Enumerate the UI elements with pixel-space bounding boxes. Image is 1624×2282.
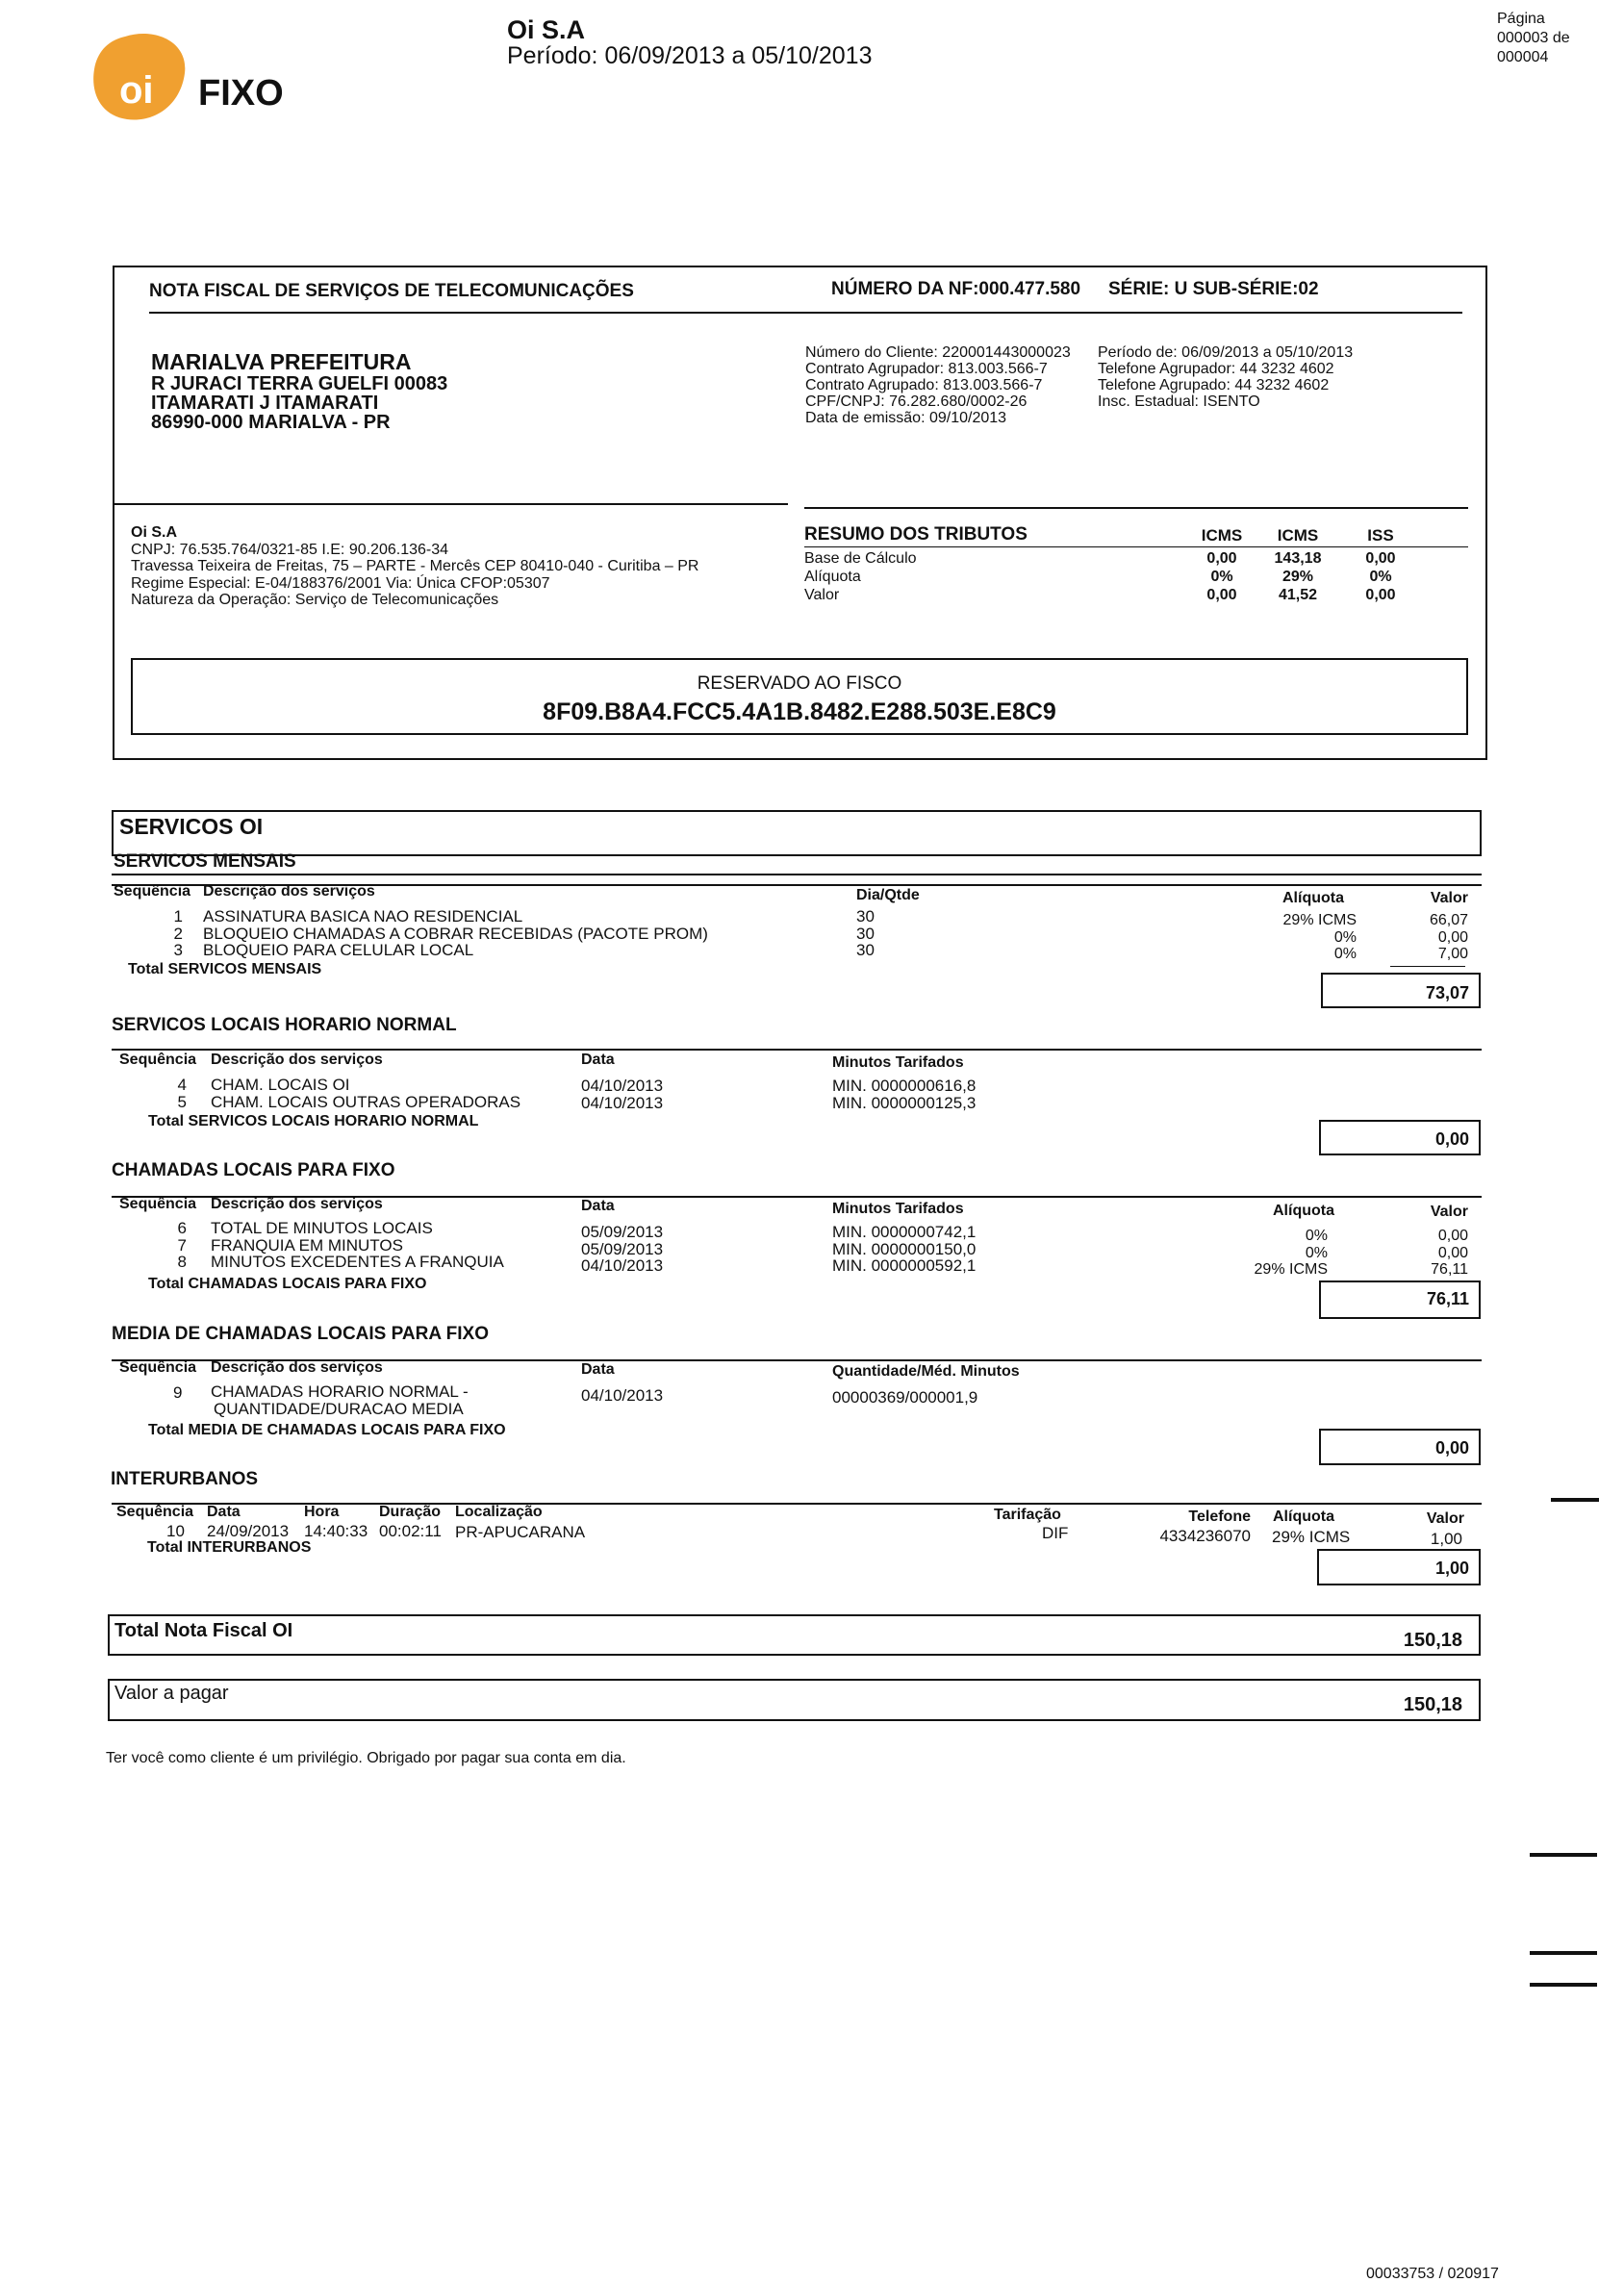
media-desc: CHAMADAS HORARIO NORMAL - QUANTIDADE/DURACAO MEDIA [211,1382,469,1418]
taxes-header-rule [804,546,1468,547]
mensais-total-label: Total SERVICOS MENSAIS [128,961,322,977]
fixo-aliq-col: 0% 0% 29% ICMS [1254,1228,1328,1278]
locais-desc-col: CHAM. LOCAIS OI CHAM. LOCAIS OUTRAS OPERADORAS [211,1076,521,1111]
fixo-valor-col: 0,00 0,00 76,11 [1431,1228,1468,1278]
inter-valor: 1,00 [1430,1530,1462,1548]
invoice-title-rule [149,312,1462,314]
media-seq: 9 [173,1383,183,1402]
mensais-desc-col: ASSINATURA BASICA NAO RESIDENCIAL BLOQUEIO CHAMADAS A COBRAR RECEBIDAS (PACOTE PROM) BLOQUEIO PARA CELULAR LOCAL [203,907,708,959]
inter-h-tel: Telefone [1188,1509,1251,1525]
mensais-valor-underline [1390,966,1465,967]
issuer-rule [113,503,788,505]
locais-h-desc: Descrição dos serviços [211,1052,383,1068]
page-label: Página 000003 de 000004 [1497,11,1570,65]
media-h-desc: Descrição dos serviços [211,1359,383,1376]
footer-message: Ter você como cliente é um privilégio. Obrigado por pagar sua conta em dia. [106,1750,626,1766]
tax-col-iss: ISS [1367,526,1394,545]
locais-seq-col: 4 5 [177,1076,187,1111]
valor-pagar-label: Valor a pagar [114,1683,229,1704]
media-total-box: 0,00 [1319,1429,1481,1465]
fisco-label: RESERVADO AO FISCO [697,673,902,694]
mensais-seq-col: 1 2 3 [173,907,183,959]
customer-block: MARIALVA PREFEITURA R JURACI TERRA GUELFI 00083 ITAMARATI J ITAMARATI 86990-000 MARIALVA - PR [151,349,448,433]
locais-h-min: Minutos Tarifados [832,1054,964,1071]
valor-pagar-value: 150,18 [1403,1694,1462,1715]
fixo-h-aliq: Alíquota [1273,1203,1334,1219]
inter-total-box: 1,00 [1317,1549,1481,1585]
tax-row-labels: Base de Cálculo Alíquota Valor [804,550,917,603]
section-media-title: MEDIA DE CHAMADAS LOCAIS PARA FIXO [112,1324,489,1344]
media-total-label: Total MEDIA DE CHAMADAS LOCAIS PARA FIXO [148,1422,506,1438]
media-data: 04/10/2013 [581,1386,664,1405]
inter-h-loc: Localização [455,1504,543,1520]
tax-col-icms-2: ICMS [1277,526,1319,545]
inter-aliq: 29% ICMS [1272,1528,1351,1546]
fisco-code: 8F09.B8A4.FCC5.4A1B.8482.E288.503E.E8C9 [543,698,1056,725]
inter-seq: 10 [166,1522,185,1540]
inter-data: 24/09/2013 [207,1522,290,1540]
section-mensais-title: SERVICOS MENSAIS [114,851,296,872]
mensais-h-aliq: Alíquota [1282,890,1344,906]
mensais-h-dia: Dia/Qtde [856,887,920,903]
fixo-seq-col: 6 7 8 [177,1219,187,1271]
footer-code: 00033753 / 020917 [1366,2266,1499,2282]
inter-h-valor: Valor [1426,1510,1464,1527]
invoice-series: SÉRIE: U SUB-SÉRIE:02 [1108,279,1319,299]
fixo-h-data: Data [581,1198,615,1214]
total-nf-box [108,1614,1481,1656]
inter-h-data: Data [207,1504,241,1520]
fixo-h-min: Minutos Tarifados [832,1201,964,1217]
brand-label: FIXO [198,73,284,114]
inter-loc: PR-APUCARANA [455,1523,586,1541]
inter-h-hora: Hora [304,1504,340,1520]
inter-tarif: DIF [1042,1524,1069,1542]
fixo-total-box: 76,11 [1319,1280,1481,1319]
inter-h-seq: Sequência [116,1504,194,1520]
margin-mark-3 [1530,1951,1597,1955]
section-fixo-title: CHAMADAS LOCAIS PARA FIXO [112,1160,395,1180]
margin-mark-4 [1530,1983,1597,1987]
tax-col1-values: 0,00 0% 0,00 [1206,550,1237,603]
tax-col3-values: 0,00 0% 0,00 [1365,550,1396,603]
customer-name: MARIALVA PREFEITURA [151,349,412,374]
locais-min-col: MIN. 0000000616,8 MIN. 0000000125,3 [832,1077,977,1112]
total-nf-value: 150,18 [1403,1630,1462,1651]
inter-tel: 4334236070 [1159,1527,1251,1545]
fixo-data-col: 05/09/2013 05/09/2013 04/10/2013 [581,1223,664,1275]
media-h-qtd: Quantidade/Méd. Minutos [832,1363,1020,1380]
customer-details-right: Período de: 06/09/2013 a 05/10/2013 Telefone Agrupador: 44 3232 4602 Telefone Agrupado: 44 3232 4602 Insc. Estadual: ISENTO [1098,344,1354,410]
fixo-h-seq: Sequência [119,1196,197,1212]
fixo-h-valor: Valor [1430,1204,1468,1220]
margin-mark-2 [1530,1853,1597,1857]
locais-data-col: 04/10/2013 04/10/2013 [581,1077,664,1112]
inter-h-aliq: Alíquota [1273,1509,1334,1525]
oi-logo [89,29,194,125]
total-nf-label: Total Nota Fiscal OI [114,1620,293,1641]
logo-text: oi [119,69,154,112]
tax-col2-values: 143,18 29% 41,52 [1274,550,1322,603]
section-inter-title: INTERURBANOS [111,1469,259,1489]
services-title-box [112,810,1482,856]
mensais-aliq-col: 29% ICMS 0% 0% [1282,912,1357,962]
invoice-number: NÚMERO DA NF:000.477.580 [831,279,1081,299]
invoice-title: NOTA FISCAL DE SERVIÇOS DE TELECOMUNICAÇÕES [149,281,634,301]
media-qtd: 00000369/000001,9 [832,1388,978,1407]
mensais-valor-col: 66,07 0,00 7,00 [1429,912,1468,962]
mensais-h-desc: Descrição dos serviços [203,883,375,900]
valor-pagar-box [108,1679,1481,1721]
issuer-block: Oi S.A CNPJ: 76.535.764/0321-85 I.E: 90.206.136-34 Travessa Teixeira de Freitas, 75 – PARTE - Mercês CEP 80410-040 - Curitiba – PR Regime Especial: E-04/188376/2001 Via: Única CFOP:05307 Natureza da Operação: Serviço de Telecomunicações [131,524,699,608]
taxes-rule [804,507,1468,509]
fixo-desc-col: TOTAL DE MINUTOS LOCAIS FRANQUIA EM MINUTOS MINUTOS EXCEDENTES A FRANQUIA [211,1219,504,1271]
locais-h-data: Data [581,1052,615,1068]
mensais-h-valor: Valor [1430,890,1468,906]
customer-details-left: Número do Cliente: 220001443000023 Contrato Agrupador: 813.003.566-7 Contrato Agrupado: 813.003.566-7 CPF/CNPJ: 76.282.680/0002-26 Data de emissão: 09/10/2013 [805,344,1071,426]
mensais-h-seq: Sequência [114,883,191,900]
section-locais-title: SERVICOS LOCAIS HORARIO NORMAL [112,1015,457,1035]
inter-hora: 14:40:33 [304,1522,368,1540]
locais-total-label: Total SERVICOS LOCAIS HORARIO NORMAL [148,1113,479,1129]
locais-header-rule [112,1049,1482,1051]
services-title: SERVICOS OI [119,814,264,839]
inter-h-tarif: Tarifação [994,1507,1061,1523]
mensais-qty-col: 30 30 30 [856,907,875,959]
media-h-data: Data [581,1361,615,1378]
tax-col-icms-1: ICMS [1201,526,1243,545]
taxes-title: RESUMO DOS TRIBUTOS [804,524,1028,545]
header-period: Período: 06/09/2013 a 05/10/2013 [507,42,873,69]
fixo-h-desc: Descrição dos serviços [211,1196,383,1212]
mensais-total-box: 73,07 [1321,973,1481,1008]
section-mensais-rule [112,874,1482,875]
inter-h-dur: Duração [379,1504,442,1520]
fixo-total-label: Total CHAMADAS LOCAIS PARA FIXO [148,1276,427,1292]
inter-total-label: Total INTERURBANOS [147,1539,312,1556]
locais-total-box: 0,00 [1319,1120,1481,1155]
header-company: Oi S.A [507,15,586,44]
locais-h-seq: Sequência [119,1052,197,1068]
inter-dur: 00:02:11 [379,1522,442,1540]
margin-mark-1 [1551,1498,1599,1502]
fixo-min-col: MIN. 0000000742,1 MIN. 0000000150,0 MIN. 0000000592,1 [832,1223,977,1275]
media-h-seq: Sequência [119,1359,197,1376]
